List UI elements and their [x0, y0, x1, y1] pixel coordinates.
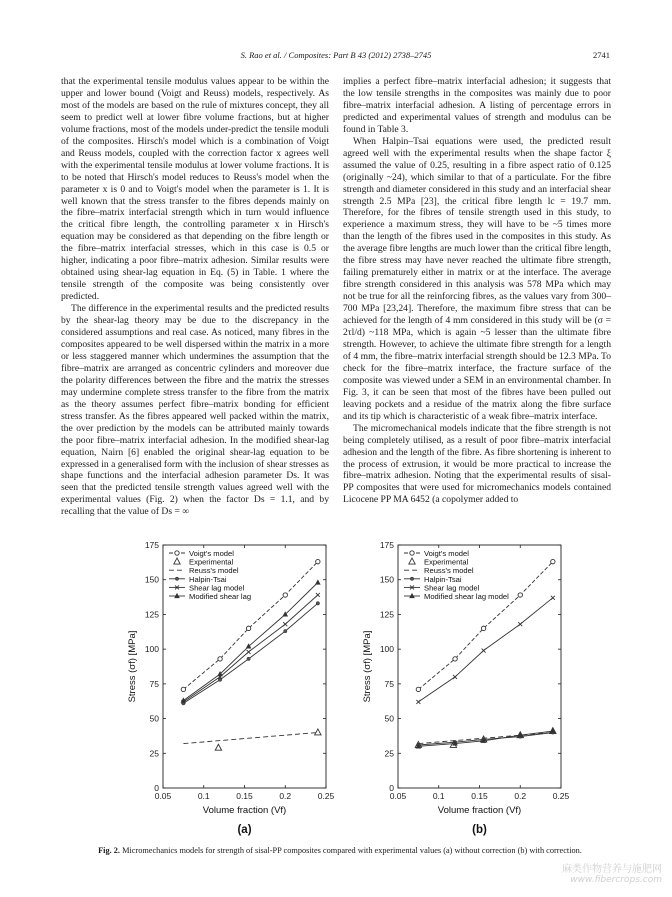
y-tick-label: 125 [379, 609, 394, 620]
x-tick-label: 0.2 [279, 791, 292, 801]
data-point [551, 559, 555, 563]
x-tick-label: 0.05 [154, 791, 172, 801]
watermark [562, 860, 662, 885]
x-axis-label: Volume fraction (Vf) [437, 805, 522, 816]
y-tick-label: 150 [144, 574, 159, 585]
x-tick-label: 0.25 [317, 791, 335, 801]
data-point [315, 729, 321, 735]
y-axis-label: Stress (σf) [MPa] [127, 630, 138, 703]
y-tick-label: 75 [384, 678, 394, 689]
plot-frame [398, 545, 561, 788]
data-point [481, 626, 485, 630]
data-point [247, 657, 250, 660]
x-tick-label: 0.1 [432, 791, 445, 801]
data-point [218, 657, 222, 661]
legend-label: Experimental [189, 557, 234, 567]
watermark-line-1: 麻类作物营养与施肥网 [562, 864, 662, 875]
y-tick-label: 150 [379, 574, 394, 585]
y-tick-label: 0 [154, 783, 159, 793]
legend-marker [410, 551, 414, 555]
x-tick-label: 0.15 [471, 791, 488, 801]
left-paragraph-2: The difference in the experimental results and the predicted results by the shear-lag theory may be due to the discrepancy in the considered assumptions and real case. As noticed, many fibres in the composites appeared to be well dispersed within the matrix in a more or less staggered manner which undermines the assumption that the fibre–matrix are arranged as concentric cylinders and moreover due the polarity differences between the fibre and the matrix the stresses may undermine complete stress transfer to the fibre from the matrix as the theory assumes perfect fibre–matrix bonding for efficient stress transfer. As the fibres appeared well packed within the matrix, the over prediction by the models can be attributed mainly towards the poor fibre–matrix interfacial adhesion. In the modified shear-lag equation, Nairn [6] enabled the original shear-lag equation to be expressed in a generalised form with the inclusion of shear stresses as shape functions and the interfacial adhesion parameter Ds. It was seen that the predicted tensile strength values agreed well with the experimental values (Fig. 2) when the factor Ds = 1.1, and by recalling that the value of Ds = ∞ [61, 303, 329, 518]
data-point [518, 622, 522, 626]
data-point [453, 657, 457, 661]
left-column [61, 76, 329, 518]
data-point [453, 675, 457, 679]
legend-label: Reuss's model [424, 566, 474, 576]
running-header [0, 50, 672, 64]
data-point [316, 580, 321, 584]
x-tick-label: 0.05 [389, 791, 407, 801]
y-tick-label: 175 [144, 540, 159, 550]
legend-marker [409, 558, 415, 564]
legend-marker [174, 558, 180, 564]
data-point [181, 687, 185, 691]
legend-label: Experimental [424, 557, 469, 567]
y-tick-label: 100 [144, 644, 159, 655]
y-tick-label: 25 [384, 748, 394, 759]
legend-label: Shear lag model [189, 583, 245, 593]
plot-frame [163, 545, 326, 788]
caption-text: Micromechanics models for strength of sisal-PP composites compared with experimental values (a) without correction (b) with correction. [122, 846, 582, 855]
data-point [283, 593, 287, 597]
figure-caption [60, 846, 620, 855]
data-point [283, 622, 287, 626]
data-point [316, 559, 320, 563]
legend-marker [410, 577, 413, 580]
x-axis-label: Volume fraction (Vf) [202, 805, 287, 816]
data-point [316, 593, 320, 597]
y-tick-label: 75 [149, 678, 159, 689]
journal-citation: S. Rao et al. / Composites: Part B 43 (2012) 2738–2745 [240, 50, 432, 60]
chart-panel-b [353, 538, 588, 838]
y-tick-label: 175 [379, 540, 394, 550]
right-column [343, 76, 611, 506]
legend-label: Modified shear lag model [424, 592, 509, 601]
x-tick-label: 0.15 [236, 791, 253, 801]
right-paragraph-1: implies a perfect fibre–matrix interfacial adhesion; it suggests that the low tensile strengths in the composites was mainly due to poor fibre–matrix interfacial adhesion. A listing of percentage errors in predicted and experimental values of strength and modulus can be found in Table 3. [343, 76, 611, 135]
legend-label: Reuss's model [189, 566, 239, 576]
y-tick-label: 50 [384, 713, 394, 724]
data-point [246, 626, 250, 630]
series-line [418, 731, 552, 746]
left-paragraph-1: that the experimental tensile modulus values appear to be within the upper and lower bound (Voigt and Reuss) models, respectively. As most of the models are based on the rule of mixtures concept, they all seem to predict well at lower fibre volume fractions, but at higher volume fractions, most of the models under-predict the tensile moduli of the composites. Hirsch's model which is a combination of Voigt and Reuss models, coupled with the correction factor x agrees well with the experimental tensile modulus at lower volume fractions. It is to be noted that Hirsch's model reduces to Reuss's model when the parameter x is 0 and to Voigt's model when the parameter is 1. It is well known that the stress transfer to the fibres depends mainly on the fibre–matrix interfacial strength which in turn would influence the critical fibre length, the controlling parameter x in Hirsch's equation may be considered as that depending on the fibre length or the fibre–matrix interfacial stresses, which in this case is 0.5 or higher, indicating a poor fibre–matrix adhesion. Similar results were obtained using shear-lag equation in Eq. (5) in Table. 1 where the tensile strength of the composite was being consistently over predicted. [61, 76, 329, 303]
chart-panel-a [118, 538, 353, 838]
legend-marker [175, 551, 179, 555]
data-point [284, 629, 287, 632]
legend-label: Halpin-Tsai [424, 574, 462, 584]
watermark-line-2: www.fibercrops.com [570, 875, 662, 885]
caption-label: Fig. 2. [98, 846, 120, 855]
right-paragraph-3: The micromechanical models indicate that the fibre strength is not being completely utilised, as a result of poor fibre–matrix interfacial adhesion and the length of the fibre. As fibre shortening is inherent to the process of extrusion, it would be more practical to increase the fibre–matrix adhesion. Noting that the experimental results of sisal-PP composites that were used for micromechanics models contained Licocene PP MA 6452 (a copolymer added to [343, 422, 611, 506]
y-tick-label: 25 [149, 748, 159, 759]
y-tick-label: 100 [379, 644, 394, 655]
right-paragraph-2: When Halpin–Tsai equations were used, the predicted result agreed well with the experimental results when the shape factor ξ assumed the value of 0.25, resulting in a fibre aspect ratio of 0.125 (originally ~24), which similar to that of a particulate. For the fibre strength and diameter considered in this study and an interfacial shear strength 2.5 MPa [23], the critical fibre length lc = 19.7 mm. Therefore, for the fibres of tensile strength used in this study, to experience a maximum stress, they will have to be ~5 times more than the length of the fibres used in the composites in this study. As the average fibre lengths are much lower than the critical fibre length, the fibre stress may have never reached the ultimate fibre strength, failing prematurely either in matrix or at the interface. The average fibre strength considered in this analysis was 578 MPa which may not be true for all the reinforcing fibres, as the values vary from 300–700 MPa [23,24]. Therefore, the maximum fibre stress that can be achieved for the length of 4 mm considered in this study will be (σ = 2τl/d) ~118 MPa, which is again ~5 lesser than the ultimate fibre strength. However, to achieve the ultimate fibre strength for a length of 4 mm, the fibre–matrix interfacial strength should be 12.3 MPa. To check for the fibre–matrix interface, the fracture surface of the composite was viewed under a SEM in an environmental chamber. In Fig. 3, it can be seen that most of the fibres have been pulled out leaving pockets and a residue of the matrix along the fibre surface and its tip which is characteristic of a weak fibre–matrix interface. [343, 135, 612, 422]
panel-label: (a) [237, 824, 252, 836]
legend-label: Halpin-Tsai [189, 574, 227, 584]
y-tick-label: 0 [389, 783, 394, 793]
page-number: 2741 [593, 50, 610, 60]
data-point [551, 596, 555, 600]
data-point [482, 649, 486, 653]
y-tick-label: 125 [144, 609, 159, 620]
data-point [316, 602, 319, 605]
data-point [247, 650, 251, 654]
x-tick-label: 0.25 [552, 791, 570, 801]
x-tick-label: 0.2 [514, 791, 527, 801]
data-point [416, 687, 420, 691]
legend-label: Shear lag model [424, 583, 480, 593]
legend-label: Voigt's model [424, 549, 469, 558]
y-axis-label: Stress (σf) [MPa] [362, 630, 373, 703]
data-point [416, 700, 420, 704]
y-tick-label: 50 [149, 713, 159, 724]
legend-label: Voigt's model [189, 549, 234, 558]
x-tick-label: 0.1 [197, 791, 210, 801]
series-line [418, 598, 552, 702]
series-line [183, 733, 317, 744]
legend-label: Modified shear lag [189, 592, 252, 601]
figure-2 [118, 538, 588, 838]
legend-marker [175, 577, 178, 580]
data-point [518, 593, 522, 597]
data-point [215, 744, 221, 750]
panel-label: (b) [472, 824, 487, 836]
